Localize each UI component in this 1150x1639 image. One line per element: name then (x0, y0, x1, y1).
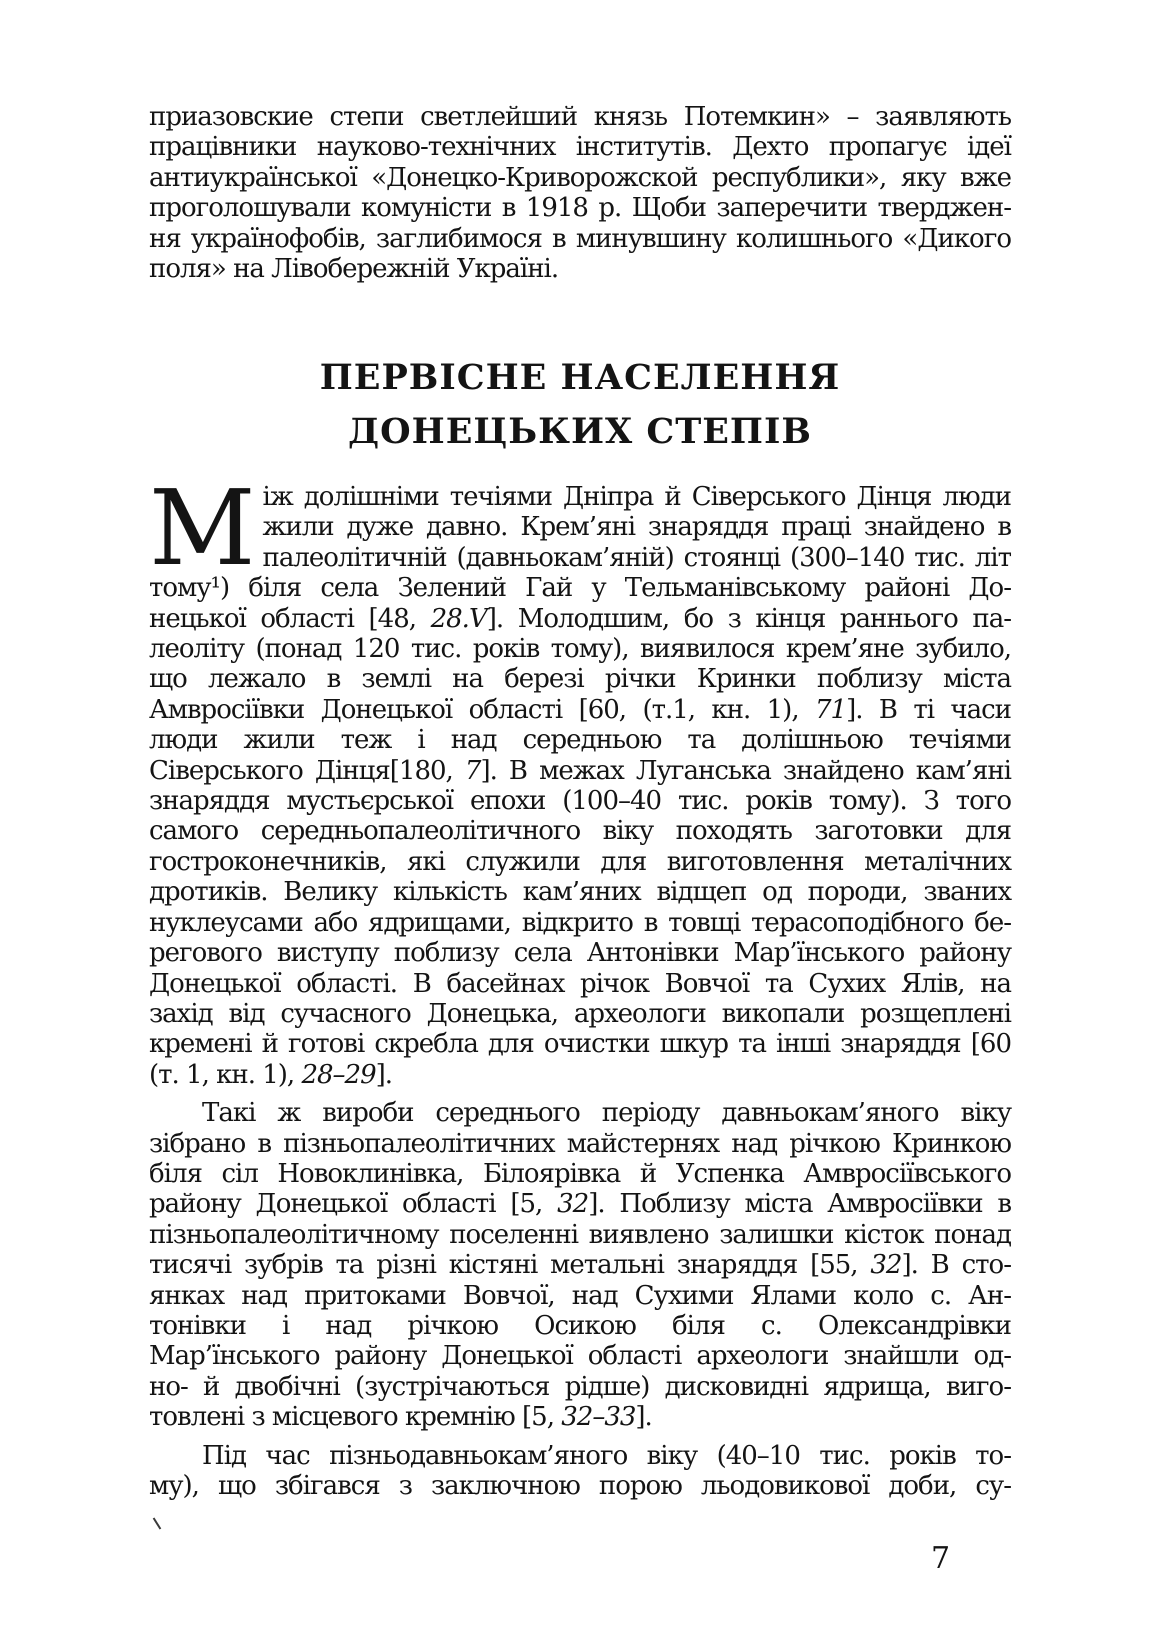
text-line: зібрано в пізньопалеолітичних майстернях над річкою Кринкою (149, 1128, 1011, 1159)
paragraph-2 (149, 1098, 1011, 1432)
intro-paragraph (149, 102, 1011, 284)
text-line: Такі ж вироби середнього періоду давньокам’яного віку (202, 1098, 1011, 1129)
text-line: тонівки і над річкою Осикою біля с. Олександрівки (149, 1310, 1011, 1341)
page-number: 7 (931, 1541, 951, 1576)
text-line: приазовские степи светлейший князь Потемкин» – заявляють (149, 102, 1011, 132)
text-line: Донецької області. В басейнах річок Вовчої та Сухих Ялів, на (149, 968, 1011, 999)
scan-artifact-mark (153, 1517, 162, 1529)
text-line: проголошували комуністи в 1918 р. Щоби заперечити тверджен- (149, 193, 1011, 224)
text-line: но- й двобічні (зустрічаються рідше) дисковидні ядрища, виго- (149, 1371, 1011, 1402)
text-line: антиукраїнської «Донецко-Криворожской республики», яку вже (149, 162, 1011, 193)
text-line: захід від сучасного Донецька, археологи викопали розщеплені (149, 998, 1011, 1029)
text-line: му), що збігався з заключною порою льодовикової доби, су- (149, 1471, 1011, 1501)
text-line: леоліту (понад 120 тис. років тому), виявилося крем’яне зубило, (149, 634, 1011, 665)
text-line: янках над притоками Вовчої, над Сухими Ялами коло с. Ан- (149, 1280, 1011, 1311)
drop-cap: М (149, 467, 256, 589)
text-line: пізньопалеолітичному поселенні виявлено залишки кісток понад (149, 1219, 1011, 1250)
text-line: іж долішніми течіями Дніпра й Сіверського Дінця люди (262, 482, 1011, 512)
text-line: дротиків. Велику кількість кам’яних відщеп од породи, званих (149, 877, 1011, 908)
text-line: Під час пізньодавньокам’яного віку (40–10 тис. років то- (202, 1440, 1011, 1471)
text-line: тисячі зубрів та різні кістяні метальні знаряддя [55, 32]. В сто- (149, 1250, 1011, 1281)
text-line: знаряддя мустьєрської епохи (100–40 тис. років тому). З того (149, 786, 1011, 817)
text-line: Мар’їнського району Донецької області археологи знайшли од- (149, 1341, 1011, 1372)
text-line: нуклеусами або ядрищами, відкрито в товщі терасоподібного бе- (149, 907, 1011, 938)
text-line: товлені з місцевого кремнію [5, 32–33]. (149, 1402, 652, 1433)
text-line: гостроконечників, які служили для виготовлення металічних (149, 846, 1011, 877)
heading-line-2: ДОНЕЦЬКИХ СТЕПІВ (348, 411, 812, 452)
text-line: самого середньопалеолітичного віку походять заготовки для (149, 816, 1011, 847)
text-line: працівники науково-технічних інститутів. Дехто пропагує ідеї (149, 132, 1011, 163)
section-heading (149, 351, 1011, 459)
text-line: району Донецької області [5, 32]. Поблизу міста Амвросіївки в (149, 1189, 1012, 1220)
text-line: що лежало в землі на березі річки Кринки поблизу міста (149, 664, 1011, 695)
text-line: палеолітичній (давньокам’яній) стоянці (300–140 тис. літ (262, 542, 1011, 573)
text-line: Сіверського Дінця[180, 7]. В межах Луганська знайдено кам’яні (149, 755, 1011, 786)
text-line: поля» на Лівобережній Україні. (149, 254, 559, 285)
text-line: (т. 1, кн. 1), 28–29]. (149, 1059, 393, 1090)
text-line: кремені й готові скребла для очистки шкур та інші знаряддя [60 (149, 1029, 1011, 1060)
text-line: жили дуже давно. Крем’яні знаряддя праці знайдено в (262, 512, 1011, 543)
text-line: Амвросіївки Донецької області [60, (т.1, кн. 1), 71]. В ті часи (149, 694, 1011, 725)
text-line: ня українофобів, заглибимося в минувшину колишнього «Дикого (149, 223, 1011, 254)
heading-line-1: ПЕРВІСНЕ НАСЕЛЕННЯ (319, 357, 841, 398)
text-line: біля сіл Новоклинівка, Білоярівка й Успенка Амвросіївського (149, 1158, 1011, 1189)
text-line: нецької області [48, 28.V]. Молодшим, бо з кінця раннього па- (149, 603, 1011, 634)
text-line: люди жили теж і над середньою та долішньою течіями (149, 725, 1011, 756)
paragraph-3 (149, 1441, 1011, 1502)
paragraph-1-lines (149, 467, 1011, 1090)
body-text (149, 467, 1012, 1501)
text-line: регового виступу поблизу села Антонівки Мар’їнського району (149, 938, 1011, 969)
text-line: тому¹) біля села Зелений Гай у Тельманівському районі До- (149, 573, 1011, 604)
paragraph-1 (149, 467, 1011, 1090)
